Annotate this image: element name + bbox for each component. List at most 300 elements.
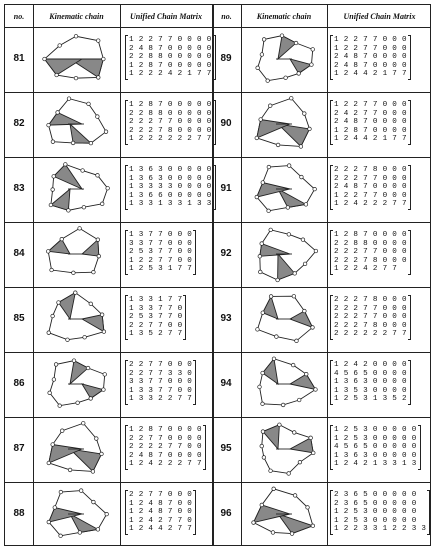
joint: [74, 291, 78, 295]
ternary-link: [278, 189, 306, 207]
col-divider-center: [212, 5, 214, 545]
joint: [96, 238, 100, 242]
col-divider: [327, 5, 328, 545]
joint: [102, 57, 106, 61]
ternary-link: [51, 189, 70, 210]
matrix-row: 1 2 8 7 0 0 0 0 0: [129, 101, 212, 109]
kinematic-chain-diagram: [34, 224, 118, 284]
matrix-row: 1 2 4 8 7 0 0: [129, 499, 193, 508]
joint: [266, 79, 270, 83]
joint: [259, 118, 263, 122]
unified-chain-matrix: [334, 36, 407, 79]
joint: [83, 335, 87, 339]
kinematic-chain-diagram: [34, 159, 118, 219]
joint: [272, 357, 276, 361]
ternary-link: [278, 36, 296, 59]
unified-chain-matrix: [129, 36, 212, 79]
joint: [64, 163, 68, 167]
matrix-row: 2 2 2 7 7 0 0 0: [334, 174, 407, 183]
joint: [260, 53, 264, 57]
chain-number: 95: [220, 443, 232, 454]
joint: [92, 270, 96, 274]
joint: [309, 436, 313, 440]
matrix-row: 3 3 7 7 0 0 0: [129, 378, 193, 387]
joint: [261, 371, 265, 375]
joint: [267, 165, 271, 169]
joint: [314, 249, 318, 253]
joint: [78, 227, 82, 231]
matrix-row: 1 2 4 8 7 0 0: [129, 508, 193, 517]
joint: [290, 532, 294, 536]
chain-number: 86: [13, 378, 25, 389]
joint: [304, 372, 308, 376]
joint: [284, 76, 288, 80]
joint: [287, 164, 291, 168]
matrix-row: 1 2 4 2 7 7 0: [129, 516, 193, 525]
ternary-link: [70, 514, 98, 532]
chain-number: 90: [220, 118, 232, 129]
matrix-row: 2 4 2 7 7 0 0 0: [334, 109, 407, 118]
joint: [66, 338, 70, 342]
matrix-row: 2 2 8 8 0 0 0 0 0: [129, 109, 212, 118]
header-chain: Kinematic chain: [49, 11, 104, 21]
joint: [287, 472, 291, 476]
ternary-link: [263, 359, 278, 384]
matrix-row: 2 2 2 7 7 0 0 0: [334, 304, 407, 313]
joint: [278, 423, 282, 427]
matrix-row: 1 3 5 2 7 7: [129, 330, 183, 339]
joint: [79, 489, 83, 493]
joint: [311, 48, 315, 52]
chain-number: 96: [220, 508, 232, 519]
joint: [76, 401, 80, 405]
matrix-row: 1 3 7 7 0 0 0: [129, 231, 193, 239]
joint: [276, 278, 280, 282]
joint: [258, 385, 262, 389]
joint: [51, 140, 55, 144]
joint: [308, 127, 312, 131]
joint: [104, 130, 108, 134]
matrix-row: 1 2 5 3 1 7 7: [129, 265, 193, 274]
matrix-row: 1 2 5 3 0 0 0 0 0: [334, 516, 417, 525]
joint: [57, 301, 61, 305]
joint: [100, 202, 104, 206]
joint: [58, 404, 62, 408]
matrix-row: 2 2 7 7 0 0 0: [129, 361, 193, 369]
row-divider: [5, 157, 430, 158]
matrix-row: 1 2 2 3 3 1 2 2 3 3: [334, 525, 427, 534]
matrix-row: 2 5 3 7 7 0 0: [129, 248, 193, 257]
ternary-link: [70, 361, 88, 384]
unified-chain-matrix: [334, 296, 407, 339]
joint: [82, 205, 86, 209]
unified-chain-matrix: [334, 426, 417, 469]
joint: [91, 470, 95, 474]
ternary-link: [290, 438, 313, 453]
matrix-row: 2 2 2 7 8 0 0 0 0: [129, 126, 212, 135]
joint: [68, 468, 72, 472]
matrix-row: 1 2 2 7 7 0 0 0: [334, 191, 407, 200]
kinematic-chain-diagram: [34, 29, 118, 89]
joint: [262, 456, 266, 460]
matrix-row: 2 4 8 7 0 0 0 0 0: [129, 44, 212, 53]
joint: [74, 34, 78, 38]
ternary-link: [48, 239, 70, 254]
joint: [261, 430, 265, 434]
matrix-row: 1 2 4 2 0 0 0 0: [334, 361, 407, 369]
row-divider: [5, 482, 430, 483]
joint: [59, 490, 63, 494]
joint: [67, 209, 71, 213]
chain-number: 87: [13, 443, 25, 454]
joint: [286, 206, 290, 210]
joint: [78, 531, 82, 535]
ternary-link: [82, 315, 104, 332]
chain-number: 92: [220, 248, 232, 259]
joint: [97, 254, 101, 258]
kinematic-chain-diagram: [34, 94, 118, 154]
joint: [303, 309, 307, 313]
matrix-row: 2 2 2 7 8 0 0 0: [334, 166, 407, 174]
joint: [47, 461, 51, 465]
joint: [105, 512, 109, 516]
kinematic-chain-diagram: [242, 484, 326, 544]
unified-chain-matrix: [129, 101, 212, 144]
matrix-row: 2 2 8 8 0 0 0 0 0: [129, 53, 212, 62]
matrix-row: 1 2 4 4 2 1 7 7: [334, 70, 407, 79]
joint: [53, 506, 57, 510]
joint: [87, 102, 91, 106]
chain-number: 89: [220, 53, 232, 64]
matrix-row: 2 3 6 5 0 0 0 0 0: [334, 491, 417, 499]
matrix-row: 2 2 2 2 2 2 7 7: [334, 330, 407, 339]
matrix-row: 2 4 8 7 0 0 0 0: [334, 118, 407, 127]
joint: [295, 339, 299, 343]
ternary-link: [263, 425, 279, 449]
matrix-row: 2 2 2 2 7 7 0 0: [129, 443, 202, 452]
unified-chain-matrix: [129, 491, 192, 534]
matrix-row: 1 2 2 2 2 2 2 7 7: [129, 135, 212, 144]
matrix-row: 2 2 7 7 3 3 0: [129, 369, 193, 378]
matrix-row: 2 4 8 7 0 0 0 0: [334, 183, 407, 192]
header-matrix-right: Unified Chain Matrix: [343, 11, 416, 21]
matrix-row: 1 2 5 3 1 3 5 2: [334, 395, 407, 404]
chain-number: 94: [220, 378, 232, 389]
matrix-row: 2 2 2 7 7 0 0 0 0: [129, 118, 212, 127]
matrix-row: 2 4 8 7 0 0 0 0: [334, 61, 407, 70]
joint: [303, 262, 307, 266]
joint: [261, 311, 265, 315]
kinematic-chain-diagram: [34, 289, 118, 349]
ternary-link: [49, 112, 82, 125]
header-no-right: no.: [221, 11, 232, 21]
matrix-row: 1 3 3 7 7 0 0: [129, 386, 193, 395]
row-divider: [5, 92, 430, 93]
joint: [262, 38, 266, 42]
ternary-link: [82, 384, 103, 398]
joint: [267, 209, 271, 213]
unified-chain-matrix: [334, 101, 407, 144]
unified-chain-matrix: [129, 231, 192, 274]
joint: [260, 444, 264, 448]
ternary-link: [290, 374, 315, 389]
joint: [297, 72, 301, 76]
joint: [287, 233, 291, 237]
matrix-row: 2 3 6 5 0 0 0 0 0: [334, 499, 417, 508]
joint: [258, 254, 262, 258]
joint: [313, 187, 317, 191]
joint: [72, 359, 76, 363]
joint: [272, 487, 276, 491]
joint: [260, 242, 264, 246]
joint: [297, 398, 301, 402]
joint: [291, 363, 295, 367]
joint: [304, 203, 308, 207]
joint: [275, 335, 279, 339]
unified-chain-matrix: [129, 166, 212, 209]
matrix-row: 1 3 6 6 0 0 0 0 0: [129, 191, 212, 200]
matrix-row: 2 4 8 7 0 0 0 0: [129, 451, 202, 460]
matrix-row: 1 2 2 7 7 0 0 0: [334, 44, 407, 53]
matrix-row: 2 2 2 7 8 0 0 0: [334, 321, 407, 330]
matrix-row: 1 3 6 3 0 0 0 0 0: [129, 166, 212, 174]
joint: [261, 181, 265, 185]
matrix-row: 1 2 8 7 0 0 0 0: [334, 231, 407, 239]
joint: [50, 268, 54, 272]
matrix-row: 2 2 2 7 7 0 0 0: [334, 248, 407, 257]
matrix-row: 1 3 3 2 2 7 7: [129, 395, 193, 404]
joint: [49, 203, 53, 207]
joint: [256, 66, 260, 70]
matrix-row: 1 2 5 3 0 0 0 0 0: [334, 508, 417, 517]
matrix-row: 1 3 5 3 0 0 0 0: [334, 386, 407, 395]
joint: [269, 228, 273, 232]
joint: [299, 145, 303, 149]
joint: [46, 250, 50, 254]
joint: [92, 500, 96, 504]
joint: [51, 314, 55, 318]
matrix-row: 1 2 2 7 7 0 0 0 0: [129, 36, 212, 44]
matrix-row: 1 2 2 7 7 0 0 0: [334, 101, 407, 109]
matrix-row: 1 2 2 4 2 7 7: [334, 265, 398, 274]
joint: [56, 111, 60, 115]
joint: [89, 302, 93, 306]
row-divider: [5, 287, 430, 288]
unified-chain-matrix: [334, 231, 407, 274]
kinematic-chain-diagram: [242, 354, 326, 414]
ternary-link: [70, 124, 91, 143]
joint: [47, 123, 51, 127]
joint: [256, 328, 260, 332]
joint: [276, 143, 280, 147]
matrix-row: 1 2 8 7 0 0 0 0: [334, 126, 407, 135]
header-matrix: Unified Chain Matrix: [129, 11, 202, 21]
chain-number: 93: [220, 313, 232, 324]
row-divider: [5, 222, 430, 223]
joint: [54, 363, 58, 367]
joint: [269, 469, 273, 473]
kinematic-chain-diagram: [242, 419, 326, 479]
joint: [311, 524, 315, 528]
kinematic-chain-diagram: [242, 29, 326, 89]
matrix-row: 1 2 8 7 0 0 0 0 0: [129, 61, 212, 70]
joint: [55, 73, 59, 77]
matrix-row: 1 2 8 7 0 0 0 0: [129, 426, 202, 434]
joint: [289, 96, 293, 100]
matrix-row: 4 5 6 5 0 0 0 0: [334, 369, 407, 378]
matrix-row: 2 2 7 7 0 0 0: [129, 491, 193, 499]
joint: [60, 429, 64, 433]
joint: [74, 76, 78, 80]
kinematic-chain-diagram: [34, 419, 118, 479]
joint: [255, 136, 259, 140]
ternary-link: [278, 514, 313, 534]
matrix-row: 2 4 8 7 0 0 0 0: [334, 53, 407, 62]
matrix-row: 1 3 6 3 0 0 0 0 0: [129, 174, 212, 183]
matrix-row: 1 3 3 1 7 7: [129, 296, 183, 304]
joint: [292, 294, 296, 298]
joint: [96, 115, 100, 119]
matrix-row: 1 2 2 7 7 0 0 0: [334, 36, 407, 44]
matrix-row: 2 2 2 7 8 0 0 0: [334, 256, 407, 265]
joint: [255, 195, 259, 199]
joint: [271, 531, 275, 535]
matrix-row: 2 2 7 7 0 0: [129, 321, 183, 330]
joint: [306, 506, 310, 510]
joint: [52, 378, 56, 382]
joint: [293, 494, 297, 498]
joint: [52, 175, 56, 179]
joint: [72, 271, 76, 275]
matrix-row: 1 2 5 3 0 0 0 0 0: [334, 426, 417, 434]
joint: [314, 388, 318, 392]
chain-number: 81: [13, 53, 25, 64]
chain-number: 91: [220, 183, 232, 194]
joint: [86, 366, 90, 370]
joint: [96, 39, 100, 43]
joint: [310, 63, 314, 67]
matrix-row: 3 3 7 7 0 0 0: [129, 239, 193, 248]
matrix-row: 1 3 3 3 3 0 0 0 0: [129, 183, 212, 192]
joint: [89, 141, 93, 145]
header-no: no.: [13, 11, 25, 21]
ternary-link: [45, 59, 82, 75]
joint: [261, 402, 265, 406]
joint: [281, 403, 285, 407]
joint: [292, 431, 296, 435]
matrix-row: 2 2 8 8 0 0 0 0: [334, 239, 407, 248]
kinematic-chain-diagram: [242, 224, 326, 284]
joint: [47, 331, 51, 335]
matrix-row: 1 2 2 7 7 0 0: [129, 256, 193, 265]
header-divider: [5, 27, 430, 28]
unified-chain-matrix: [129, 361, 192, 404]
kinematic-chain-diagram: [242, 159, 326, 219]
chain-number: 83: [13, 183, 25, 194]
joint: [43, 57, 47, 61]
joint: [280, 34, 284, 38]
row-divider: [5, 417, 430, 418]
header-chain-right: Kinematic chain: [256, 11, 312, 21]
matrix-row: 1 2 4 2 1 3 3 1 3: [334, 460, 417, 469]
joint: [311, 451, 315, 455]
joint: [81, 421, 85, 425]
joint: [100, 313, 104, 317]
joint: [300, 175, 304, 179]
joint: [67, 97, 71, 101]
joint: [258, 270, 262, 274]
matrix-row: 2 5 3 7 7 0: [129, 313, 183, 322]
joint: [269, 295, 273, 299]
unified-chain-matrix: [334, 491, 426, 534]
joint: [252, 521, 256, 525]
kinematic-chain-diagram: [242, 289, 326, 349]
unified-chain-matrix: [129, 426, 202, 469]
ternary-link: [82, 240, 99, 256]
matrix-row: 2 2 2 7 8 0 0 0: [334, 296, 407, 304]
matrix-row: 1 3 3 7 7 0: [129, 304, 183, 313]
matrix-row: 1 2 4 4 2 1 7 7: [334, 135, 407, 144]
joint: [96, 528, 100, 532]
joint: [97, 76, 101, 80]
joint: [294, 41, 298, 45]
joint: [96, 174, 100, 178]
unified-chain-matrix: [334, 166, 407, 209]
matrix-row: 1 3 6 3 0 0 0 0: [334, 378, 407, 387]
joint: [48, 391, 52, 395]
ternary-link: [263, 296, 278, 319]
unified-chain-matrix: [334, 361, 407, 404]
joint: [298, 460, 302, 464]
joint: [293, 272, 297, 276]
chain-number: 84: [13, 248, 25, 259]
ternary-link: [58, 293, 75, 319]
matrix-row: 4 5 6 5 0 0 0 0 0: [334, 443, 417, 452]
ternary-link: [54, 164, 82, 189]
joint: [47, 520, 51, 524]
joint: [59, 534, 63, 538]
matrix-row: 2 2 2 7 7 0 0 0: [334, 313, 407, 322]
ternary-link: [290, 311, 313, 327]
row-divider: [5, 352, 430, 353]
ternary-link: [278, 254, 295, 280]
matrix-row: 2 2 7 7 0 0 0 0: [129, 434, 202, 443]
matrix-row: 1 2 2 2 4 2 1 7 7: [129, 70, 212, 79]
ternary-link: [290, 59, 311, 73]
joint: [95, 437, 99, 441]
joint: [301, 238, 305, 242]
matrix-row: 1 2 4 2 2 2 7 7: [334, 200, 407, 209]
chain-number: 85: [13, 313, 25, 324]
kinematic-chain-diagram: [34, 354, 118, 414]
col-divider: [120, 5, 121, 545]
matrix-row: 1 2 4 2 2 2 7 7: [129, 460, 202, 469]
joint: [100, 452, 104, 456]
joint: [51, 443, 55, 447]
matrix-row: 1 3 3 1 3 3 1 3 3: [129, 200, 212, 209]
chain-number: 82: [13, 118, 25, 129]
joint: [81, 169, 85, 173]
joint: [260, 503, 264, 507]
joint: [106, 186, 110, 190]
joint: [60, 237, 64, 241]
joint: [102, 388, 106, 392]
joint: [89, 397, 93, 401]
joint: [71, 141, 75, 145]
joint: [103, 373, 107, 377]
joint: [268, 104, 272, 108]
kinematic-chain-diagram: [242, 94, 326, 154]
